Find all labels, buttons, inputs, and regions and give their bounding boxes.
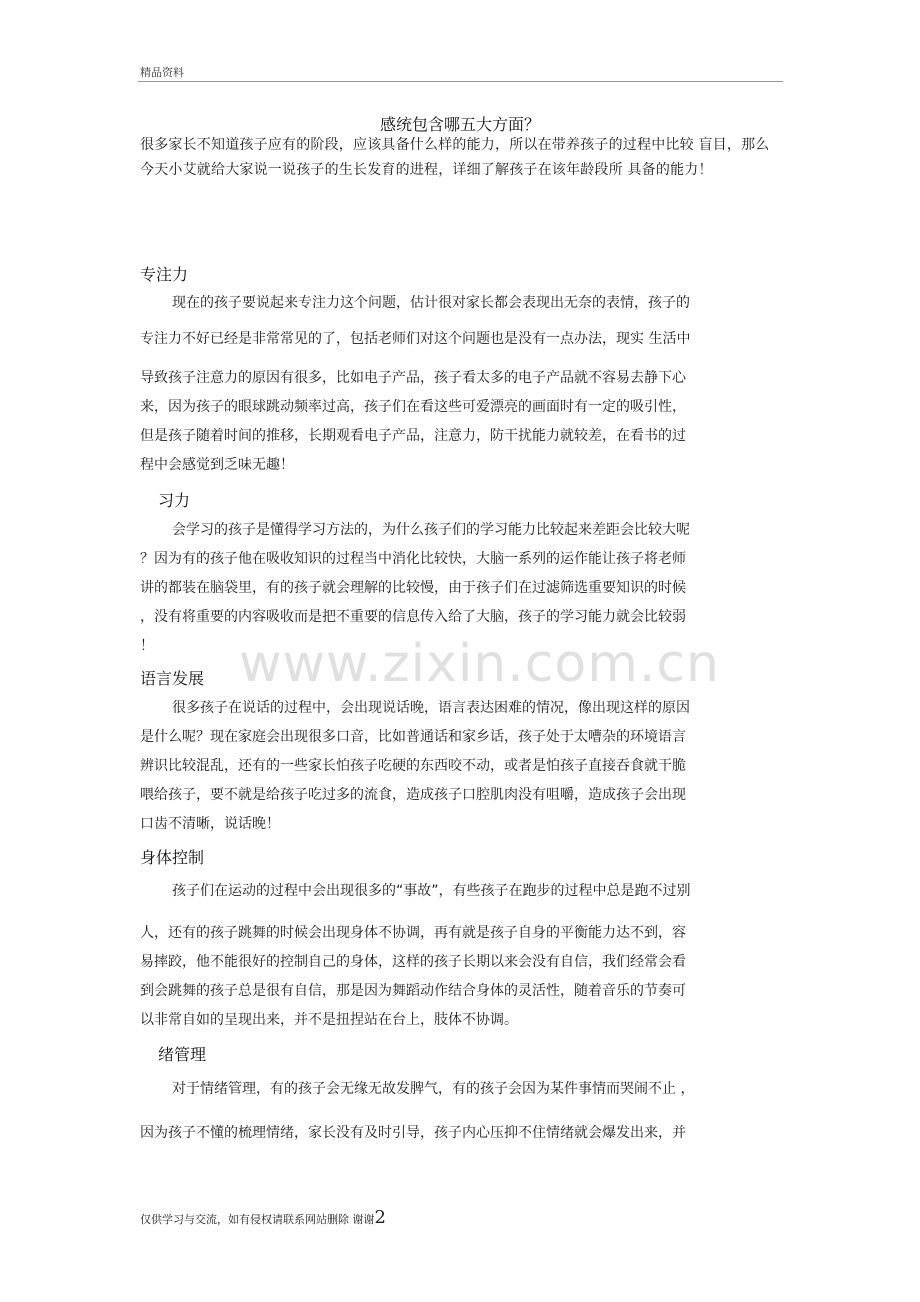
paragraph-line: 到会跳舞的孩子总是很有自信，那是因为舞蹈动作结合身体的灵活性，随着音乐的节奏可 xyxy=(140,983,686,999)
paragraph-line: ，没有将重要的内容吸收而是把不重要的信息传入给了大脑，孩子的学习能力就会比较弱 xyxy=(140,609,686,625)
paragraph-line: 导致孩子注意力的原因有很多，比如电子产品，孩子看太多的电子产品就不容易去静下心 xyxy=(140,370,686,386)
paragraph-line: 对于情绪管理，有的孩子会无缘无故发脾气，有的孩子会因为某件事情而哭闹不止 ， xyxy=(172,1081,695,1097)
paragraph-line: 孩子们在运动的过程中会出现很多的“事故”，有些孩子在跑步的过程中总是跑不过别 xyxy=(172,883,691,899)
site-watermark: www.zixin.com.cn xyxy=(239,634,720,694)
paragraph-line: 但是孩子随着时间的推移，长期观看电子产品，注意力，防干扰能力就较差，在看书的过 xyxy=(140,428,686,444)
intro-line: 很多家长不知道孩子应有的阶段，应该具备什么样的能力，所以在带养孩子的过程中比较 xyxy=(140,137,694,153)
section-paragraph-focus xyxy=(140,292,780,480)
page-number: 2 xyxy=(374,1207,386,1228)
header-divider xyxy=(138,81,783,82)
document-title: 感统包含哪五大方面？ xyxy=(379,115,540,134)
paragraph-line: ？因为有的孩子他在吸收知识的过程当中消化比较快，大脑一系列的运作能让孩子将老师 xyxy=(140,551,686,567)
paragraph-line: 人，还有的孩子跳舞的时候会出现身体不协调，再有就是孩子自身的平衡能力达不到，容 xyxy=(140,925,686,941)
intro-paragraph xyxy=(140,133,780,183)
paragraph-line: 现在的孩子要说起来专注力这个问题，估计很对家长都会表现出无奈的表情，孩子的 xyxy=(172,295,690,311)
paragraph-line: 来，因为孩子的眼球跳动频率过高，孩子们在看这些可爱漂亮的画面时有一定的吸引性， xyxy=(140,399,686,415)
paragraph-line: 讲的都装在脑袋里，有的孩子就会理解的比较慢，由于孩子们在过滤筛选重要知识的时候 xyxy=(140,580,686,596)
page-header-label: 精品资料 xyxy=(140,66,184,79)
section-paragraph-language xyxy=(140,694,780,839)
paragraph-line: 会学习的孩子是懂得学习方法的，为什么孩子们的学习能力比较起来差距会比较大呢 xyxy=(172,522,690,538)
section-heading-focus: 专注力 xyxy=(140,265,189,284)
section-heading-body-control: 身体控制 xyxy=(140,848,205,867)
section-paragraph-body-control xyxy=(140,880,780,1035)
paragraph-line: 专注力不好已经是非常常见的了，包括老师们对这个问题也是没有一点办法，现实 生活中 xyxy=(140,331,691,347)
section-paragraph-emotion xyxy=(140,1078,780,1144)
intro-line: 具备的能力！ xyxy=(627,162,713,178)
page-footer xyxy=(140,1207,386,1228)
footer-notice: 仅供学习与交流，如有侵权请联系网站删除 谢谢 xyxy=(140,1213,375,1226)
paragraph-line: 是什么呢？现在家庭会出现很多口音，比如普通话和家乡话，孩子处于太嘈杂的环境语言 xyxy=(140,729,686,745)
paragraph-line: 喂给孩子，要不就是给孩子吃过多的流食，造成孩子口腔肌肉没有咀嚼，造成孩子会出现 xyxy=(140,787,686,803)
paragraph-line: ！ xyxy=(140,638,154,654)
paragraph-line: 程中会感觉到乏味无趣！ xyxy=(140,457,294,473)
paragraph-line: 很多孩子在说话的过程中，会出现说话晚，语言表达困难的情况，像出现这样的原因 xyxy=(172,700,690,716)
section-heading-language: 语言发展 xyxy=(140,669,205,688)
intro-line: 盲目，那么今天小艾就给大家说一说孩子的生长发育的进程，详细了解孩子在该年龄段所 xyxy=(140,137,770,178)
paragraph-line: 口齿不清晰，说话晚！ xyxy=(140,816,280,832)
section-heading-emotion: 绪管理 xyxy=(158,1045,207,1064)
section-heading-learning: 习力 xyxy=(158,491,191,510)
paragraph-line: 以非常自如的呈现出来，并不是扭捏站在台上，肢体不协调。 xyxy=(140,1012,518,1028)
paragraph-line: 易摔跤，他不能很好的控制自己的身体，这样的孩子长期以来会没有自信，我们经常会看 xyxy=(140,954,686,970)
paragraph-line: 因为孩子不懂的梳理情绪，家长没有及时引导，孩子内心压抑不住情绪就会爆发出来，并 xyxy=(140,1125,686,1141)
paragraph-line: 辨识比较混乱，还有的一些家长怕孩子吃硬的东西咬不动，或者是怕孩子直接吞食就干脆 xyxy=(140,758,686,774)
